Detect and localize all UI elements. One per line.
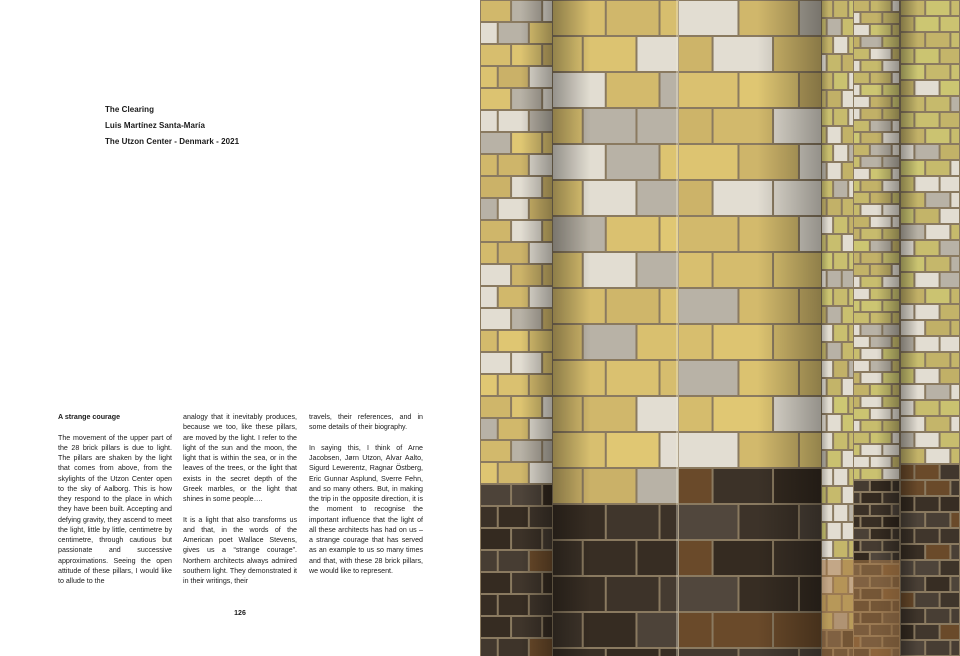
section-heading: A strange courage	[58, 413, 121, 421]
paragraph: The movement of the upper part of the 28 brick pillars is due to light. The pillars are shaken by the light that comes from above, from the skylights of the Utzon Center open to the sky of Aalborg. This is how they respond to the place in which they have been built. Accepting and defying gravity, they ascend to meet the light, little by little, centimetre by centimetre, through cautious but passionate and successive approximations. Seeing the open attitude of these pillars, I would like to allude to the	[58, 433, 172, 585]
header-block	[105, 102, 239, 150]
text-column-3	[309, 412, 423, 576]
title: The Clearing	[105, 105, 155, 114]
text-column-1	[58, 412, 172, 586]
paragraph: In saying this, I think of Arne Jacobsen, Jørn Utzon, Alvar Aalto, Sigurd Lewerentz, Ragnar Östberg, Eric Gunnar Asplund, Sverre Fehn, and so many others. But, in making the trip in the opposite direction, it is the moment to recognise the important influence that the light of all these architects has had on us – a strange courage that has served as an example to us so many times and that, with these 28 brick pillars, we would like to represent.	[309, 443, 423, 575]
brick-pillars-photo	[480, 0, 960, 656]
place-and-year: The Utzon Center - Denmark - 2021	[105, 137, 240, 146]
right-page	[480, 0, 960, 656]
text-column-2	[183, 412, 297, 586]
page-number: 126	[234, 610, 246, 617]
paragraph: It is a light that also transforms us and that, in the words of the American poet Wallace Stevens, gives us a “strange courage”. Northern architects always admired southern light. They demonstrated it in their writings, their	[183, 515, 297, 585]
author: Luis Martínez Santa-María	[105, 121, 205, 130]
paragraph: analogy that it inevitably produces, because we too, like these pillars, are moved by the light. I refer to the light of the sun and the moon, the light that is within the sea, or in the leaves of the trees, or the light that exists in the secret depth of the Greek marbles, or the light that shines in some people….	[183, 413, 297, 503]
paragraph: travels, their references, and in some details of their biography.	[309, 413, 423, 432]
